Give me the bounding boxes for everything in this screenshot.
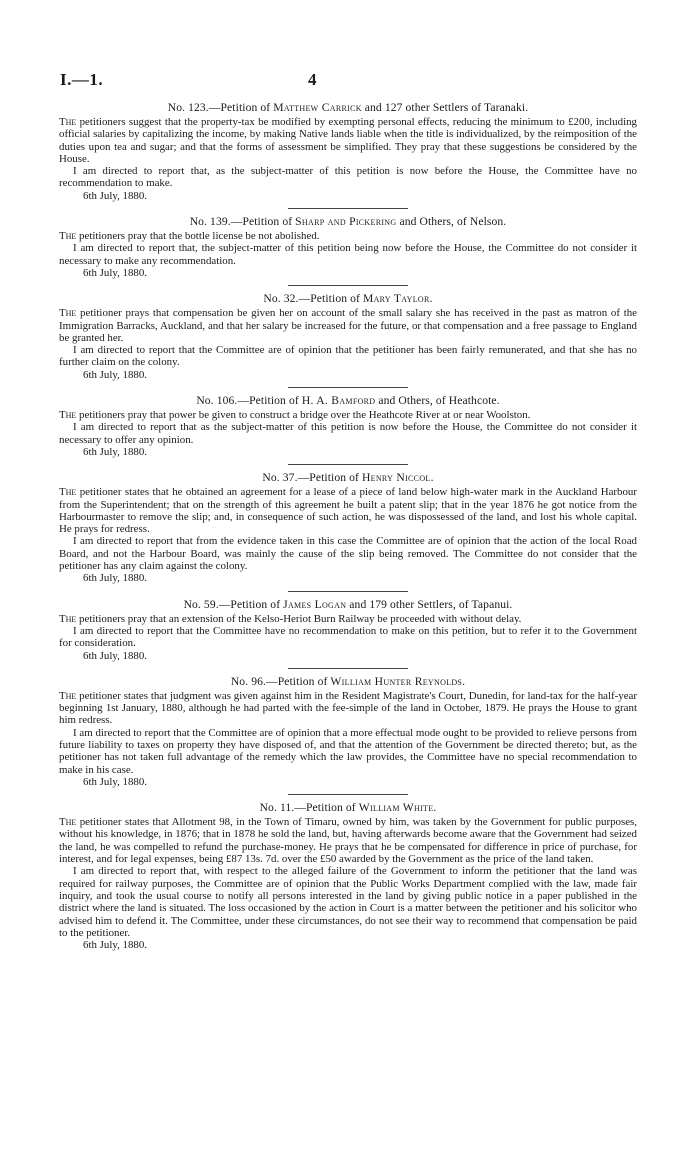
petition-heading: No. 37.—Petition of Henry Niccol. [262, 471, 434, 485]
petition-number: No. 106. [196, 394, 238, 408]
section-divider [288, 591, 408, 592]
petition-text: The petitioners suggest that the property-tax be modified by exempting personal effects, reducing the minimum to £200, including official salaries by capitalizing the income, by making Native lands liable when the title is individualized, by the reimposition of the duties upon tea and sugar; and that the forms of assessment be simplified. They pray that these suggestions be considered by the House. [59, 116, 637, 165]
petition-text: The petitioners pray that an extension of the Kelso-Heriot Burn Railway be proceeded with without delay. [59, 612, 522, 625]
committee-report: I am directed to report that as the subject-matter of this petition is now before the House, the Committee do not consider it necessary to offer any opinion. [59, 421, 637, 446]
report-date: 6th July, 1880. [83, 189, 148, 202]
section-divider [288, 794, 408, 795]
petition-heading: No. 32.—Petition of Mary Taylor. [263, 292, 433, 306]
petition-entry [59, 292, 637, 381]
committee-report: I am directed to report that, the subject-matter of this petition being now before the House, the Committee do not consider it necessary to make any recommendation. [59, 242, 637, 267]
petition-heading: No. 96.—Petition of William Hunter Reynolds. [230, 674, 466, 688]
petition-number: No. 123. [167, 101, 209, 114]
report-date: 6th July, 1880. [83, 572, 148, 585]
committee-report: I am directed to report that, as the subject-matter of this petition is now before the House, the Committee have no recommendation to make. [59, 165, 637, 190]
report-date: 6th July, 1880. [83, 649, 148, 662]
committee-report: I am directed to report that the Committee are of opinion that a more effectual mode ought to be provided to relieve persons from future liability to taxes on property they have disposed of, and that the attention of the Government be directed thereto; but, as the petitioner has not taken full advantage of the remedy which the law provides, the Committee have no special recommendation to make in his case. [59, 726, 637, 776]
petition-number: No. 37. [262, 471, 298, 485]
page-header [60, 70, 640, 94]
petition-number: No. 96. [230, 674, 266, 688]
report-date: 6th July, 1880. [83, 266, 148, 279]
section-divider [288, 668, 408, 669]
committee-report: I am directed to report that the Committee are of opinion that the petitioner has been fairly remunerated, and that she has no further claim on the colony. [59, 344, 637, 369]
petition-text: The petitioner states that he obtained an agreement for a lease of a piece of land below high-water mark in the Auckland Harbour from the Superintendent; that on the strength of this agreement he built a patent slip; that in the year 1876 he got notice from the Harbourmaster to remove the slip; and, in consequence of such action, he was dispossessed of the land, and lost his whole capital. He prays for redress. [59, 486, 637, 536]
petition-number: No. 32. [263, 292, 299, 306]
petitioner-name: Henry Niccol [362, 471, 431, 485]
section-divider [288, 285, 408, 286]
petition-text: The petitioner states that judgment was given against him in the Resident Magistrate's Court, Dunedin, for land-tax for the half-year beginning 1st January, 1880, although he had parted with the fee-simple of the land in October, 1879. He prays the House to grant him redress. [59, 689, 637, 727]
petition-text: The petitioner prays that compensation be given her on account of the small salary she has received in the past as matron of the Immigration Barracks, Auckland, and that her salary be increased for the future, or that compensation and a free passage to England be granted her. [59, 307, 637, 344]
petition-heading: No. 59.—Petition of James Logan and 179 other Settlers, of Tapanui. [183, 597, 513, 611]
petitioner-name: H. A. Bamford [301, 394, 376, 408]
petition-heading: No. 106.—Petition of H. A. Bamford and Others, of Heathcote. [196, 394, 500, 408]
petition-number: No. 59. [183, 597, 219, 611]
petitioner-name: James Logan [283, 597, 347, 611]
committee-report: I am directed to report that from the evidence taken in this case the Committee are of opinion that the action of the local Road Board, and not the Harbour Board, was mainly the cause of the slip being removed. The Committee do not consider that the petitioner has any claim against the colony. [59, 535, 637, 573]
section-divider [288, 208, 408, 209]
petition-text: The petitioner states that Allotment 98, in the Town of Timaru, owned by him, was taken by the Government for public purposes, without his knowledge, in 1876; that in 1878 he sold the land, but, having afterwards become aware that the Government had seized the land, he was compelled to refund the purchase-money. He prays that he be compensated for difference in price of purchase, for interest, and for legal expenses, being £87 13s. 7d. over the £50 awarded by the Government as the price of the land taken. [59, 816, 637, 866]
committee-report: I am directed to report that the Committee have no recommendation to make on this petition, but to refer it to the Government for consideration. [59, 624, 637, 650]
petition-number: No. 139. [189, 215, 231, 229]
petition-entry [59, 471, 637, 584]
section-divider [288, 387, 408, 388]
petition-number: No. 11. [259, 801, 295, 815]
page-number: 4 [308, 70, 317, 89]
section-divider [288, 464, 408, 465]
report-date: 6th July, 1880. [83, 368, 148, 381]
petition-heading: No. 123.—Petition of Matthew Carrick and 127 other Settlers of Taranaki. [167, 101, 529, 114]
petition-entry [59, 598, 637, 662]
petition-text: The petitioners pray that power be given to construct a bridge over the Heathcote River at or near Woolston. [59, 409, 531, 422]
petition-entry [59, 394, 637, 458]
petition-entry [59, 675, 637, 788]
report-date: 6th July, 1880. [83, 775, 148, 788]
petition-entry [59, 101, 637, 202]
petition-heading: No. 139.—Petition of Sharp and Pickering and Others, of Nelson. [189, 215, 507, 229]
petitioner-name: Matthew Carrick [273, 101, 362, 114]
petitioner-name: Sharp and Pickering [295, 215, 397, 229]
report-date: 6th July, 1880. [83, 939, 148, 952]
petition-entry [59, 801, 637, 951]
petitioner-name: William Hunter Reynolds [330, 674, 463, 688]
petition-heading: No. 11.—Petition of William White. [259, 801, 437, 815]
petitioner-name: Mary Taylor [362, 292, 430, 306]
petitioner-name: William White [358, 801, 434, 815]
report-date: 6th July, 1880. [83, 445, 148, 458]
petition-entry [59, 215, 637, 279]
petition-text: The petitioners pray that the bottle license be not abolished. [59, 230, 320, 243]
committee-report: I am directed to report that, with respect to the alleged failure of the Government to inform the petitioner that the land was required for railway purposes, the Committee are of opinion that the Public Works Department complied with the law, made fair inquiry, and took the usual course to notify all persons interested in the land by giving public notice in a paper published in the district where the land is situated. The loss occasioned by the action in Court is a matter between the petitioner and his solicitor who advised him to defend it. The Committee, under these circumstances, do not see their way to recommend that compensation be paid to the petitioner. [59, 865, 637, 939]
document-code: I.—1. [60, 70, 104, 89]
petitions-body [59, 101, 637, 951]
